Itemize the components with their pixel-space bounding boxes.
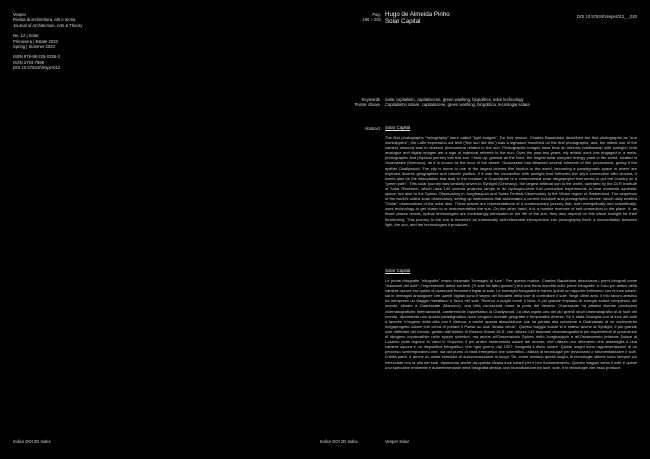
season-it: Primavera | Estate 2023 (13, 38, 58, 44)
abstract-italian (385, 268, 637, 370)
journal-masthead (13, 12, 133, 71)
journal-doi: DOI 10.57634/Vesper012 (13, 65, 61, 71)
pages-value: 190 – 202 (362, 17, 381, 23)
isbn: ISBN 978-88-229-0336-3 (13, 54, 60, 60)
abstract-text-it: Le prime fotografie "eliografie" erano chiamate "immagini di luce". Per questo motivo, Charles Baudelaire descriveva i primi fotografi come "adoratori del sole"; l'espressione latina sol fecit ("il sole ha fatto questo") era una firma inscritta sulle prime fotografie; e l'uso più antico della camera oscura era quello di osservare fenomeni legati al sole. Le immagini fotografiche hanno quindi un rapporto intrinseco con la luce solare: sia le immagini analogiche che quelle digitali sono il segno dei fotodetti della luce di controllare il sole. Negli ultimi anni, il mio lavoro artistico ha intrapreso un viaggio metafisico e fisico nel sole. Ricerca a luoghi come il Noor, il più grande impianto di energia solare complesso del mondo, situato a Ouarzazate (Marocco), una città conosciuta come la porta del deserto. Ouarzazate ha attratto diverse produzioni cinematografiche internazionali, conferendole l'appellativo di Ouallywood. La città ospita uno dei più grandi studi cinematografici al di fuori del mondo, diventando uno spazio paradigmatico dove vengono ricreate geografie e temporalità diverse. Se è stata l'insegna con la luce del sole a favorire il legame della città con il cinema, è anche questa associazione che ha portato alla creazione a Ouarzazate di un controverso megaprogetto solare che cerca di portare il Paese su una "strada verde". Questo viaggio solare si è esteso anche al Synlight, il più grande sole artificiale del mondo, gestito dall'Istituto di Ricerca Solare DLR, che utilizza 149 lampade cinematografiche per esperimenti di produzione di idrogeno combustibile nello spazio sintetico; ma anche all'Osservatorio Sphinx dello Jungfraujoch e all'Osservatorio federale Solare di Locarno nella regione di Vaud in Svizzera, il più antico osservatorio solare del mondo, che utilizza uno strumento che assomiglia a una camera oscura e un dispositivo fotografico, che ogni giorno, dal 1927, fotografa il disco solare. Questi luoghi sono rappresentazioni di un percorso contemporaneo che, sia dal punto di vista energetico che scientifico, utilizza la tecnologia per avvicinarsi o strumentalizzare il sole. D'altra parte, è anche un umile esercizio di autoconnessione al luogo. Se, come rivelano questi luoghi, le tecnologie ottiche sono sempre più intrecciate con la vita del sole, dipendono anche da questa stessa luce solare per il loro funzionamento. Questo viaggio verso il sole è quindi uno speculare eminente e autoreferenziale nella fotografia stessa: una riconciliazione tra luce, sole, e le tecnologie che esso produce. (385, 278, 637, 370)
keywords-label-it: Parole chiave (354, 102, 380, 108)
pages-label: Pag. (372, 12, 381, 17)
keywords-en: Solar capitalism, capitalocene, green washing, biopolitics, solar technology (385, 97, 524, 102)
keywords-it: Capitalismo solare, capitalocene, green washing, biopolitica, tecnologia solare (385, 102, 530, 108)
abstract-text-en: The first photographs "heliography" were called "light images". For this reason, Charles Baudelaire described the first photographs as "sun worshippers"; the Latin expression sol fecit ("the sun did this") was a signature inscribed on the first photographs; and, the oldest use of the camera obscura was to observe phenomena related to the sun. Photographic images have thus an intrinsic relationship with sunlight: both analogue and digital images are a sign of indexical referent to the sun. Over the past two years, my artistic work has engaged in a meta-photographic and physical journey into this sun. I built up, gravest as the Noor, the largest solar complex energy plant in the world, located in Ouarzazate (Morocco), as it is known as the door of the desert. Ouarzazate has attracted several interests of film productions, giving it the epithet Ouallywood. The city is home to one of the largest cinema film studios in the world, becoming a paradigmatic space in where are explored diverse geographies and historic politics. If it was the connection with sunlight that furthered the city's connection with cinema, it would also be the association that lead to the creation in Ouarzazate of a controversial solar megaproject that seeks to put the country on a "green path". This solar journey was similarly driven to Synlight (Germany), the largest artificial sun in the world, operated by the DLR Institute of Solar Research, which uses 149 cinema projector lamps to do hydrogen-level fuel production experiments in heat materials synthetic space; but also to the Sphinx Observatory in Jungfraujoch and Swiss Federal Observatory in the Vimeo region of Switzerland. The sequence of the world's oldest solar observatory, setting up instruments that assimilated a current inclusive and photographic device, which daily emitted "iSolar" observations of the solar disc. These places are representations of a contemporary journey that, both energetically and scientifically, uses technology to get closer to or instrumentalize the sun. On the other hand, it is a humble exercise of self-connection to the place. It, as these places reveal, optical technologies are increasingly imbricated in the life of the sun, they also depend on this same sunlight for their functioning. This journey to the sun is therefore an intrinsically self-referential introspection into photography itself: a reconciliation between light, the sun, and the technologies it produces. (385, 135, 637, 227)
issue-number: No. 12 | Solar (13, 33, 39, 39)
footer-right: Vesper Solar (385, 439, 409, 444)
keywords-values (385, 97, 635, 108)
abstract-label: Abstract (364, 126, 380, 131)
footer-left: Indice DOI 2D Index (13, 439, 51, 444)
page-range (360, 12, 381, 23)
issn: ISSN 2704-7598 (13, 59, 44, 65)
keywords-labels (330, 97, 380, 108)
abstract-heading-it: Solar Capital (385, 268, 411, 273)
article-author: Hugo de Almeida Pinho (385, 11, 450, 18)
journal-subtitle-it: Rivista di architettura, arti e teoria (13, 17, 76, 23)
footer-center: Indice DOI 2D Index (320, 439, 358, 444)
abstract-english (385, 125, 637, 227)
keywords-label-en: Keywords (361, 97, 380, 102)
journal-subtitle-en: Journal of Architecture, Arts & Theory (13, 22, 83, 28)
abstract-heading-en: Solar Capital (385, 125, 411, 130)
season-en: Spring | Summer 2023 (13, 44, 55, 50)
article-doi: DOI 10.57634/Vesper012_ _020 (576, 14, 637, 19)
article-title: Solar Capital (385, 18, 421, 26)
journal-name: Vesper (13, 12, 27, 17)
